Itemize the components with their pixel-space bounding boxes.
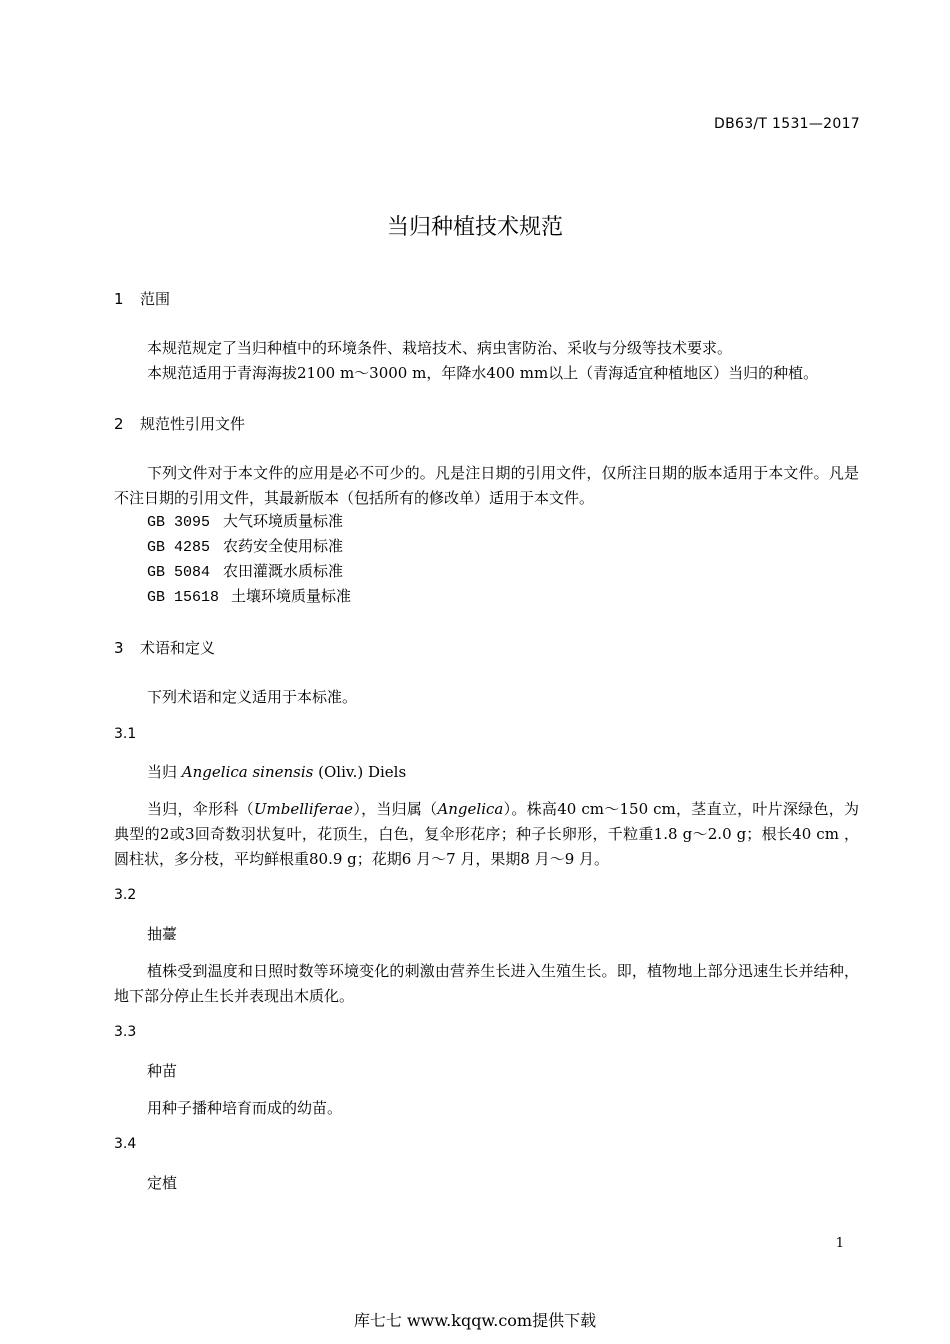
- family-name-latin: Umbelliferae: [253, 800, 354, 818]
- standard-reference-row: [147, 560, 343, 581]
- standard-code: GB 3095: [147, 514, 211, 531]
- scope-paragraph-2: 本规范适用于青海海拔2100 m～3000 m，年降水400 mm以上（青海适宜种植地区）当归的种植。: [147, 364, 819, 382]
- section-title: 规范性引用文件: [140, 415, 246, 433]
- section-title: 术语和定义: [140, 639, 216, 657]
- section-title: 范围: [140, 290, 171, 308]
- term-latin-name: Angelica sinensis: [181, 763, 314, 781]
- standard-code: GB 5084: [147, 564, 211, 581]
- term-heading-angelica: [147, 761, 406, 782]
- download-footer: 库七七 www.kqqw.com提供下载: [353, 1311, 597, 1330]
- term-definition-seedling: 用种子播种培育而成的幼苗。: [147, 1099, 343, 1117]
- term-author: (Oliv.) Diels: [318, 763, 407, 781]
- term-number: 3.4: [114, 1136, 137, 1152]
- term-number: 3.3: [114, 1024, 137, 1040]
- standard-reference-row: [147, 585, 351, 606]
- section-number: 1: [114, 290, 124, 308]
- standard-name: 大气环境质量标准: [223, 512, 344, 530]
- section-heading-scope: [114, 288, 170, 309]
- page-title: 当归种植技术规范: [386, 215, 563, 240]
- scope-paragraph-1: 本规范规定了当归种植中的环境条件、栽培技术、病虫害防治、采收与分级等技术要求。: [147, 339, 733, 357]
- term-heading-transplanting: 定植: [147, 1174, 178, 1192]
- terms-intro-paragraph: 下列术语和定义适用于本标准。: [147, 688, 358, 706]
- term-heading-seedling: 种苗: [147, 1062, 178, 1080]
- standard-reference-row: [147, 535, 343, 556]
- standard-code: GB 4285: [147, 539, 211, 556]
- section-heading-terms-definitions: [114, 637, 215, 658]
- standard-name: 农田灌溉水质标准: [223, 562, 344, 580]
- section-number: 2: [114, 415, 124, 433]
- section-heading-normative-references: [114, 413, 245, 434]
- standard-reference-row: [147, 510, 343, 531]
- term-definition-angelica: 当归，伞形科（Umbelliferae），当归属（Angelica）。株高40 cm～150 cm，茎直立，叶片深绿色，为典型的2或3回奇数羽状复叶，花顶生，白色，复伞形花序；种子长卵形，千粒重1.8 g～2.0 g；根长40 cm ，圆柱状，多分枝，平均鲜根重80.9 g；花期6 月～7 月，果期8 月～9 月。: [114, 800, 859, 868]
- term-number: 3.1: [114, 726, 137, 742]
- references-intro-paragraph: 下列文件对于本文件的应用是必不可少的。凡是注日期的引用文件，仅所注日期的版本适用于本文件。凡是不注日期的引用文件，其最新版本（包括所有的修改单）适用于本文件。: [114, 464, 859, 507]
- term-definition-bolting: 植株受到温度和日照时数等环境变化的刺激由营养生长进入生殖生长。即，植物地上部分迅速生长并结种，地下部分停止生长并表现出木质化。: [114, 962, 859, 1005]
- document-code: DB63/T 1531—2017: [714, 116, 860, 132]
- standard-name: 农药安全使用标准: [223, 537, 344, 555]
- term-number: 3.2: [114, 887, 137, 903]
- term-chinese-name: 当归: [147, 763, 178, 781]
- genus-name-latin: Angelica: [437, 800, 504, 818]
- page-number: 1: [835, 1236, 844, 1251]
- section-number: 3: [114, 639, 124, 657]
- standard-name: 土壤环境质量标准: [231, 587, 352, 605]
- term-heading-bolting: 抽薹: [147, 925, 178, 943]
- standard-code: GB 15618: [147, 589, 220, 606]
